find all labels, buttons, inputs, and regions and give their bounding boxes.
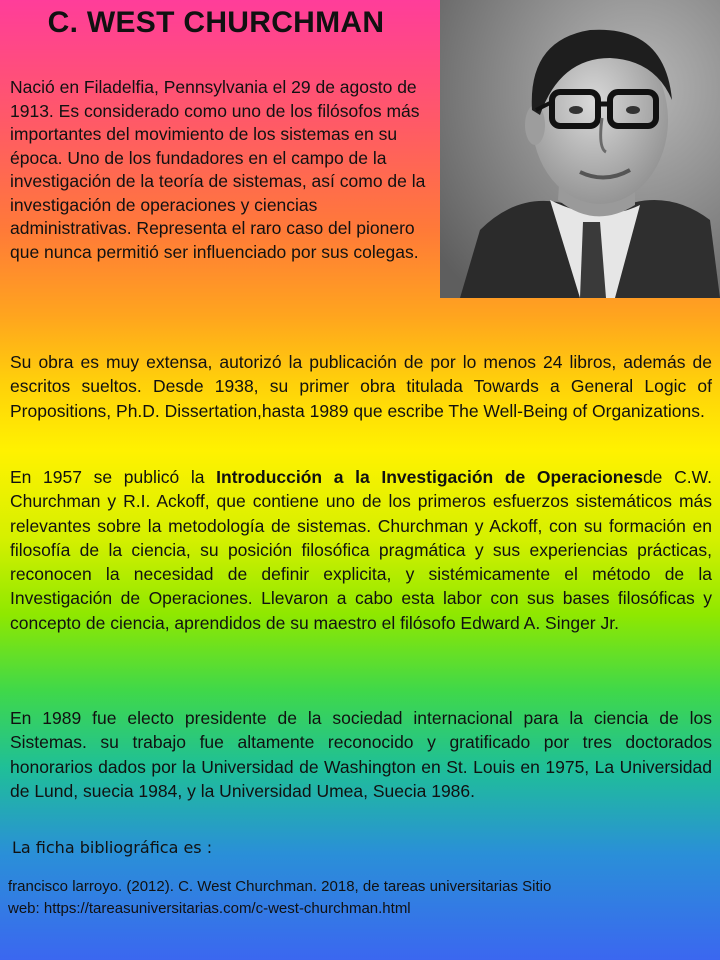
works-paragraph: Su obra es muy extensa, autorizó la publicación de por lo menos 24 libros, además de escritos sueltos. Desde 1938, su primer obra titulada Towards a General Logic of Propositions, Ph.D. Dissertation,hasta 1989 que escribe The Well-Being of Organizations. — [10, 352, 712, 421]
portrait-photo-icon — [440, 0, 720, 298]
page-title: C. WEST CHURCHMAN — [47, 6, 385, 39]
book-title-bold: Introducción a la Investigación de Operaciones — [216, 467, 643, 487]
intro-paragraph: Nació en Filadelfia, Pennsylvania el 29 de agosto de 1913. Es considerado como uno de los filósofos más importantes del movimiento de los sistemas en su época. Uno de los fundadores en el campo de la investigación de la teoría de sistemas, así como de la investigación de operaciones y ciencias administrativas. Representa el raro caso del pionero que nunca permitió ser influenciado por sus colegas. — [10, 77, 426, 262]
operations-research-paragraph — [10, 465, 712, 635]
bibliography-label: La ficha bibliográfica es : — [12, 838, 213, 857]
honors-paragraph: En 1989 fue electo presidente de la sociedad internacional para la ciencia de los Sistemas. su trabajo fue altamente reconocido y gratificado por tres doctorados honorarios dados por la Universidad de Washington en St. Louis en 1975, La Universidad de Lund, suecia 1984, y la Universidad Umea, Suecia 1986. — [10, 708, 712, 801]
portrait-photo — [440, 0, 720, 298]
bibliography-citation: francisco larroyo. (2012). C. West Churchman. 2018, de tareas universitarias Sitio web: https://tareasuniversitarias.com/c-west-churchman.html — [8, 878, 552, 917]
paragraph3-start: En 1957 se publicó la — [10, 467, 217, 487]
paragraph3-rest: de C.W. Churchman y R.I. Ackoff, que contiene uno de los primeros esfuerzos sistemáticos más relevantes sobre la metodología de sistemas. Churchman y Ackoff, con su formación en filosofía de la ciencia, su posición filosófica pragmática y sus experiencias prácticas, reconocen la necesidad de definir explicita, y sistémicamente el método de la Investigación de Operaciones. Llevaron a cabo esta labor con sus bases filosóficas y concepto de ciencia, aprendidos de su maestro el filósofo Edward A. Singer Jr. — [10, 467, 712, 633]
